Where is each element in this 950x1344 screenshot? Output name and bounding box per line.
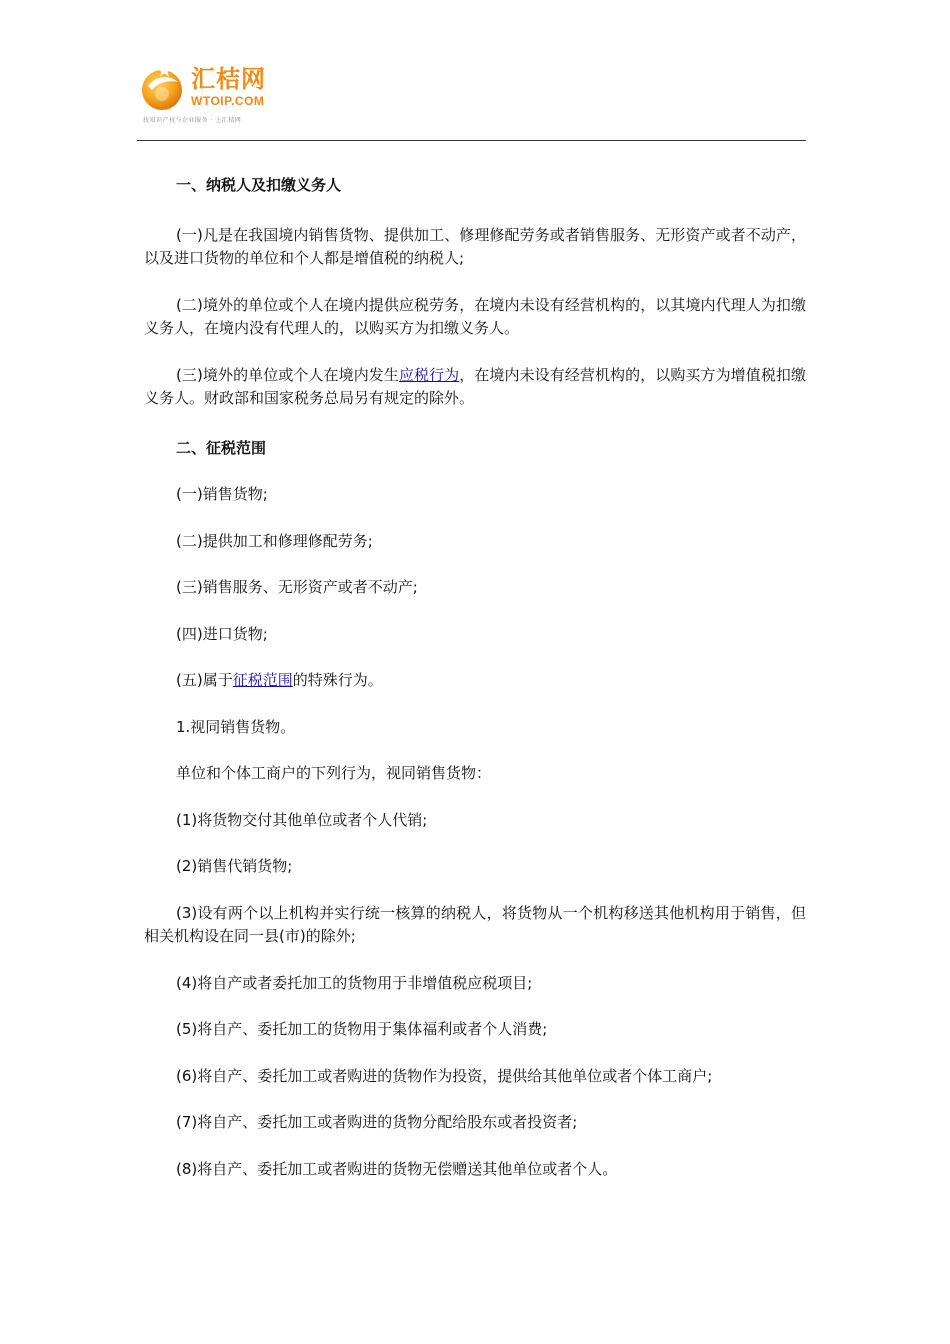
- logo-slogan: 找知识产权与企业服务 · 上汇桔网: [143, 117, 242, 124]
- list-item: (三)销售服务、无形资产或者不动产;: [176, 578, 418, 596]
- paragraph-taxpayer-definition: (一)凡是在我国境内销售货物、提供加工、修理修配劳务或者销售服务、无形资产或者不动产，以及进口货物的单位和个人都是增值税的纳税人;: [144, 225, 806, 267]
- paragraph-foreign-entity: [144, 364, 806, 411]
- list-item: (4)将自产或者委托加工的货物用于非增值税应税项目;: [176, 973, 533, 992]
- logo-name: 汇桔网: [191, 65, 266, 93]
- list-item: (四)进口货物;: [176, 624, 268, 643]
- header-divider: [137, 140, 806, 141]
- paragraph-withholding-agent: (二)境外的单位或个人在境内提供应税劳务，在境内未设有经营机构的，以其境内代理人为扣缴义务人，在境内没有代理人的，以购买方为扣缴义务人。: [144, 295, 806, 337]
- list-item: (6)将自产、委托加工或者购进的货物作为投资，提供给其他单位或者个体工商户;: [176, 1066, 713, 1085]
- link-taxable-behavior[interactable]: 应税行为: [398, 365, 460, 384]
- subheading-deemed-sales: 1.视同销售货物。: [176, 717, 296, 736]
- text-segment: (五)属于: [176, 671, 233, 689]
- list-item: (8)将自产、委托加工或者购进的货物无偿赠送其他单位或者个人。: [176, 1159, 618, 1178]
- list-item: (1)将货物交付其他单位或者个人代销;: [176, 810, 428, 829]
- logo: [140, 62, 310, 132]
- logo-url-text: WTOIP.COM: [191, 94, 265, 108]
- logo-icon: [140, 64, 188, 114]
- link-tax-scope[interactable]: 征税范围: [232, 671, 293, 689]
- text-segment: (三)境外的单位或个人在境内发生: [176, 365, 399, 384]
- text-segment: ，在境内未设有经营机构的，以购买方为增值税扣缴义务人。财政部和国家税务总局另有规定的除外。: [144, 365, 806, 407]
- section-heading-scope: 二、征税范围: [176, 438, 267, 457]
- text-segment: 的特殊行为。: [292, 671, 383, 689]
- document-body: [144, 174, 806, 1181]
- list-item: (5)将自产、委托加工的货物用于集体福利或者个人消费;: [176, 1020, 548, 1038]
- list-item: (二)提供加工和修理修配劳务;: [176, 531, 373, 550]
- list-item: [144, 669, 806, 693]
- list-item: (7)将自产、委托加工或者购进的货物分配给股东或者投资者;: [176, 1113, 578, 1131]
- section-heading-taxpayers: 一、纳税人及扣缴义务人: [176, 176, 342, 194]
- list-item: (3)设有两个以上机构并实行统一核算的纳税人，将货物从一个机构移送其他机构用于销售，但相关机构设在同一县(市)的除外;: [144, 903, 806, 945]
- paragraph-deemed-sales-intro: 单位和个体工商户的下列行为，视同销售货物：: [176, 764, 492, 782]
- list-item: (一)销售货物;: [176, 485, 268, 503]
- list-item: (2)销售代销货物;: [176, 857, 293, 875]
